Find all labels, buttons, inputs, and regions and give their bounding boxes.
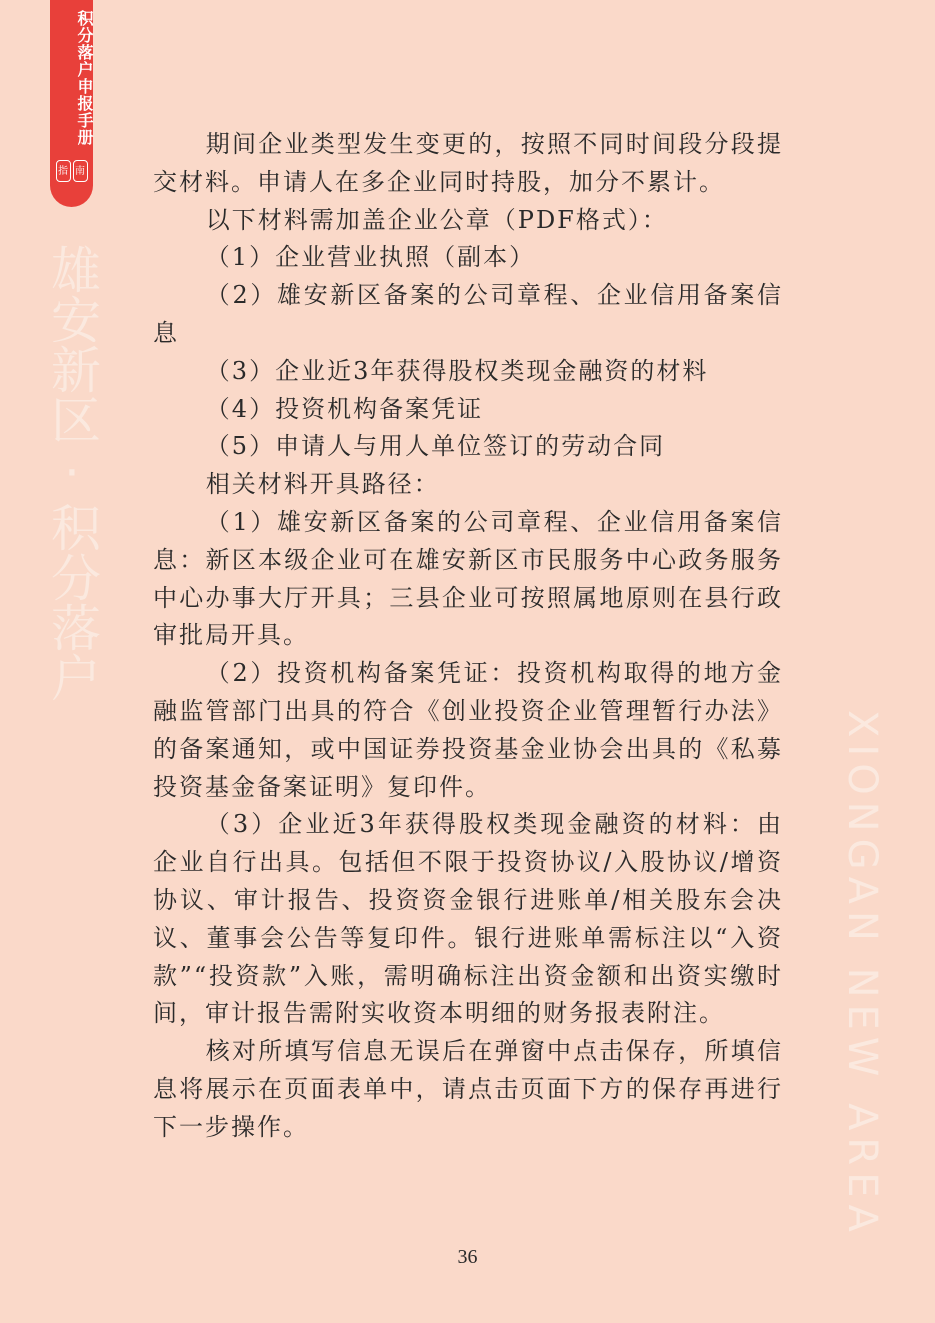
page-number: 36: [457, 1246, 478, 1268]
chapter-tab: [50, 0, 93, 207]
paragraph: 以下材料需加盖企业公章（PDF格式）：: [205, 205, 668, 234]
paragraph: 核对所填写信息无误后在弹窗中点击保存，所填信息将展示在页面表单中，请点击页面下方的保存再进行下一步操作。: [153, 1037, 783, 1141]
list-item: （5）申请人与用人单位签订的劳动合同: [205, 432, 666, 461]
paragraph: 期间企业类型发生变更的，按照不同时间段分段提交材料。申请人在多企业同时持股，加分不累计。: [153, 130, 783, 196]
list-item: （3）企业近3年获得股权类现金融资的材料: [205, 356, 709, 385]
side-title-english: XIONGAN NEW AREA: [839, 710, 885, 1239]
chapter-tab-label: 积分落户申报手册: [75, 10, 94, 146]
guide-badge: [55, 160, 88, 186]
side-title-chinese: 雄安新区·积分落户: [43, 244, 101, 702]
paragraph: 相关材料开具路径：: [205, 470, 440, 499]
paragraph: （2）投资机构备案凭证：投资机构取得的地方金融监管部门出具的符合《创业投资企业管理暂行办法》的备案通知，或中国证券投资基金业协会出具的《私募投资基金备案证明》复印件。: [153, 659, 783, 801]
body-text: [153, 126, 783, 1147]
list-item: （1）企业营业执照（副本）: [205, 243, 536, 272]
list-item: （4）投资机构备案凭证: [205, 394, 484, 423]
guide-badge-char-2: 南: [73, 160, 88, 182]
list-item: （2）雄安新区备案的公司章程、企业信用备案信息: [153, 281, 783, 347]
guide-badge-char-1: 指: [56, 160, 71, 182]
paragraph: （1）雄安新区备案的公司章程、企业信用备案信息：新区本级企业可在雄安新区市民服务中心政务服务中心办事大厅开具；三县企业可按照属地原则在县行政审批局开具。: [153, 507, 783, 650]
paragraph: （3）企业近3年获得股权类现金融资的材料：由企业自行出具。包括但不限于投资协议/入股协议/增资协议、审计报告、投资资金银行进账单/相关股东会决议、董事会公告等复印件。银行进账单需标注以“入资款”“投资款”入账，需明确标注出资金额和出资实缴时间，审计报告需附实收资本明细的财务报表附注。: [153, 810, 783, 1028]
